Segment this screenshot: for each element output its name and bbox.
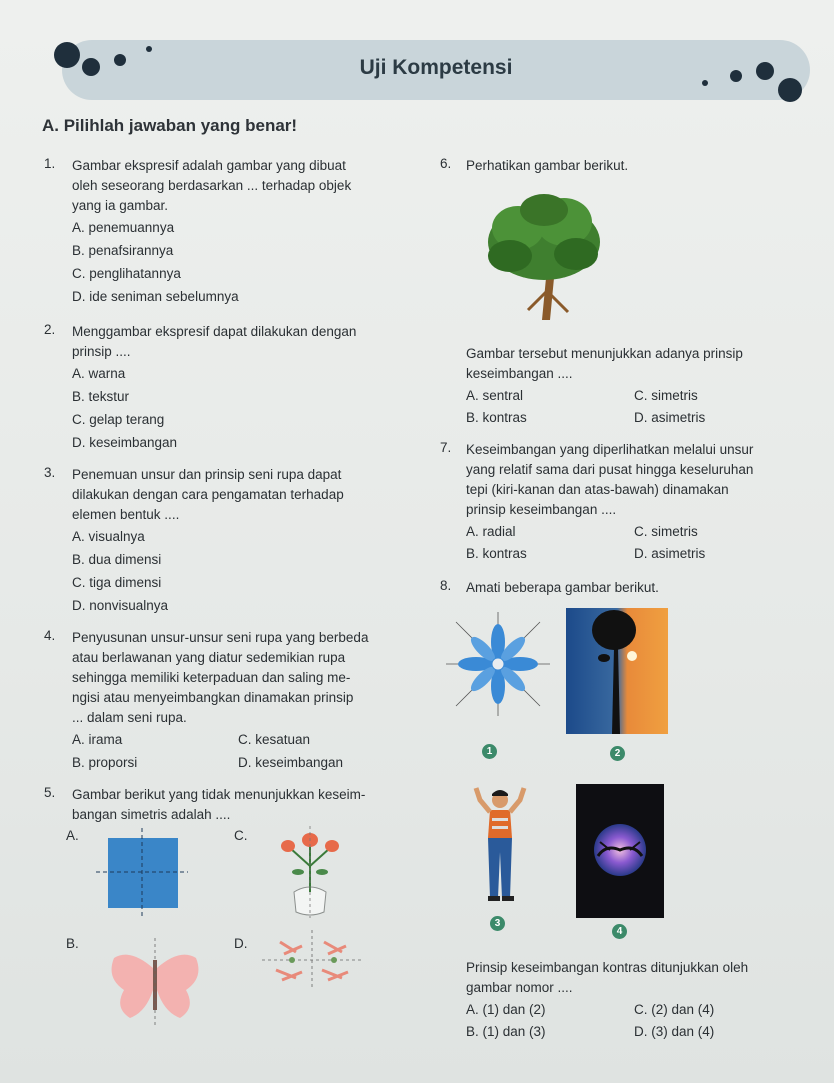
option-c[interactable]: C. gelap terang xyxy=(72,412,165,427)
question-text: Prinsip keseimbangan kontras ditunjukkan oleh xyxy=(466,960,749,975)
option-c[interactable]: C. tiga dimensi xyxy=(72,575,162,590)
option-a[interactable]: A. irama xyxy=(72,732,123,747)
option-c[interactable]: C. kesatuan xyxy=(238,732,311,747)
option-b[interactable]: B. xyxy=(66,936,79,951)
question-number: 3. xyxy=(44,465,56,480)
question-text: elemen bentuk .... xyxy=(72,507,180,522)
question-number: 1. xyxy=(44,156,56,171)
figure-label-4: 4 xyxy=(612,924,627,939)
question-text: Perhatikan gambar berikut. xyxy=(466,158,629,173)
question-number: 7. xyxy=(440,440,452,455)
option-b[interactable]: B. tekstur xyxy=(72,389,130,404)
question-text: prinsip .... xyxy=(72,344,131,359)
decor-dot-icon xyxy=(730,70,742,82)
sunset-tree-painting xyxy=(566,608,668,734)
option-d[interactable]: D. keseimbangan xyxy=(72,435,178,450)
night-sky-artwork xyxy=(576,784,664,918)
decor-dot-icon xyxy=(702,80,708,86)
floral-pattern-image xyxy=(262,930,362,990)
question-number: 4. xyxy=(44,628,56,643)
question-text: gambar nomor .... xyxy=(466,980,573,995)
option-c[interactable]: C. xyxy=(234,828,248,843)
question-number: 8. xyxy=(440,578,452,593)
option-a[interactable]: A. xyxy=(66,828,79,843)
option-a[interactable]: A. penemuannya xyxy=(72,220,175,235)
option-d[interactable]: D. asimetris xyxy=(634,410,706,425)
question-text: oleh seseorang berdasarkan ... terhadap objek xyxy=(72,178,352,193)
question-text: ngisi atau menyeimbangkan dinamakan prinsip xyxy=(72,690,354,705)
option-d[interactable]: D. xyxy=(234,936,248,951)
tree-image xyxy=(484,192,604,322)
question-number: 2. xyxy=(44,322,56,337)
question-text: Penemuan unsur dan prinsip seni rupa dapat xyxy=(72,467,342,482)
option-d[interactable]: D. asimetris xyxy=(634,546,706,561)
radial-flower-image xyxy=(446,612,550,716)
question-text: Gambar tersebut menunjukkan adanya prinsip xyxy=(466,346,743,361)
option-d[interactable]: D. ide seniman sebelumnya xyxy=(72,289,239,304)
question-text: atau berlawanan yang diatur sedemikian rupa xyxy=(72,650,346,665)
question-text: Menggambar ekspresif dapat dilakukan dengan xyxy=(72,324,357,339)
question-text: keseimbangan .... xyxy=(466,366,573,381)
square-symmetry-image xyxy=(96,828,188,920)
question-text: Gambar ekspresif adalah gambar yang dibuat xyxy=(72,158,346,173)
option-d[interactable]: D. nonvisualnya xyxy=(72,598,169,613)
question-number: 6. xyxy=(440,156,452,171)
butterfly-image xyxy=(100,938,210,1028)
option-b[interactable]: B. proporsi xyxy=(72,755,138,770)
question-text: dilakukan dengan cara pengamatan terhadap xyxy=(72,487,344,502)
figure-label-2: 2 xyxy=(610,746,625,761)
option-a[interactable]: A. (1) dan (2) xyxy=(466,1002,546,1017)
option-b[interactable]: B. penafsirannya xyxy=(72,243,174,258)
option-b[interactable]: B. kontras xyxy=(466,546,527,561)
decor-dot-icon xyxy=(146,46,152,52)
section-title: A. Pilihlah jawaban yang benar! xyxy=(42,116,298,135)
option-a[interactable]: A. warna xyxy=(72,366,126,381)
header-banner xyxy=(62,40,810,100)
figure-label-1: 1 xyxy=(482,744,497,759)
option-c[interactable]: C. (2) dan (4) xyxy=(634,1002,715,1017)
page-title: Uji Kompetensi xyxy=(359,56,513,79)
question-text: tepi (kiri-kanan dan atas-bawah) dinamakan xyxy=(466,482,729,497)
question-text: sehingga memiliki keterpaduan dan saling me- xyxy=(72,670,351,685)
question-text: yang relatif sama dari pusat hingga keseluruhan xyxy=(466,462,754,477)
option-b[interactable]: B. (1) dan (3) xyxy=(466,1024,546,1039)
question-number: 5. xyxy=(44,785,56,800)
flower-vase-image xyxy=(272,826,348,918)
decor-dot-icon xyxy=(756,62,774,80)
option-a[interactable]: A. radial xyxy=(466,524,516,539)
question-text: prinsip keseimbangan .... xyxy=(466,502,617,517)
question-text: Amati beberapa gambar berikut. xyxy=(466,580,659,595)
option-c[interactable]: C. penglihatannya xyxy=(72,266,181,281)
option-c[interactable]: C. simetris xyxy=(634,388,698,403)
option-d[interactable]: D. (3) dan (4) xyxy=(634,1024,715,1039)
question-text: yang ia gambar. xyxy=(72,198,169,213)
question-text: Penyusunan unsur-unsur seni rupa yang berbeda xyxy=(72,630,369,645)
question-text: bangan simetris adalah .... xyxy=(72,807,231,822)
figure-label-3: 3 xyxy=(490,916,505,931)
option-a[interactable]: A. visualnya xyxy=(72,529,145,544)
option-d[interactable]: D. keseimbangan xyxy=(238,755,344,770)
worker-figure-image xyxy=(470,786,530,904)
question-text: Keseimbangan yang diperlihatkan melalui unsur xyxy=(466,442,754,457)
option-b[interactable]: B. kontras xyxy=(466,410,527,425)
option-a[interactable]: A. sentral xyxy=(466,388,524,403)
option-b[interactable]: B. dua dimensi xyxy=(72,552,162,567)
decor-dot-icon xyxy=(778,78,802,102)
question-text: Gambar berikut yang tidak menunjukkan keseim- xyxy=(72,787,366,802)
question-text: ... dalam seni rupa. xyxy=(72,710,187,725)
option-c[interactable]: C. simetris xyxy=(634,524,698,539)
